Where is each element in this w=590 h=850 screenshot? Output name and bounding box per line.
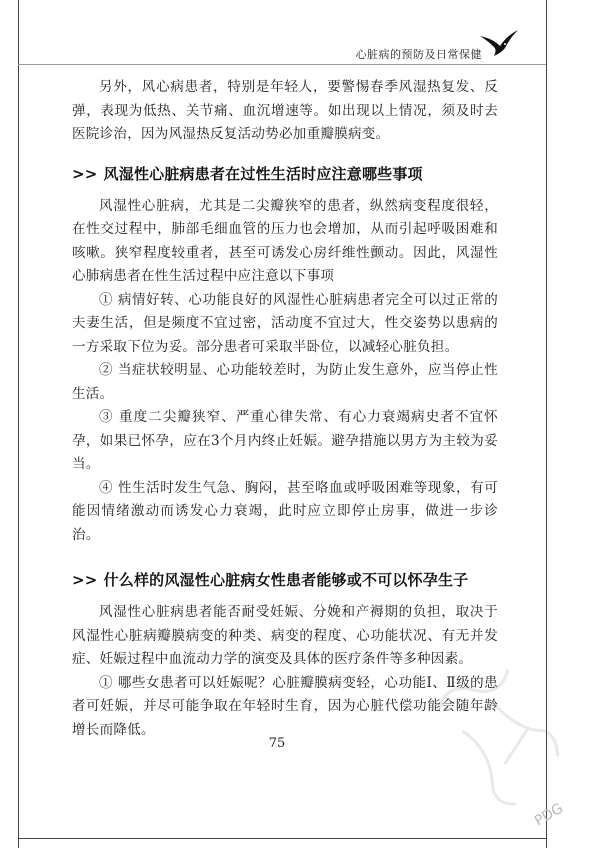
section-2-paragraph: 风湿性心脏病患者能否耐受妊娠、分娩和产褥期的负担，取决于风湿性心脏病瓣膜病变的种类、病变的程度、心功能状况、有无并发症、妊娠过程中血流动力学的演变及具体的医疗条件等多种因素。 — [72, 604, 498, 667]
section-2-item-1: ① 哪些女患者可以妊娠呢？心脏瓣膜病变轻，心功能Ⅰ、Ⅱ级的患者可妊娠，并尽可能争取在年轻时生育，因为心脏代偿功能会随年龄增长而降低。 — [72, 674, 498, 738]
section-1-title: 风湿性心脏病患者在过性生活时应注意哪些事项 — [103, 164, 423, 183]
section-1-item-3: ③ 重度二尖瓣狭窄、严重心律失常、有心力衰竭病史者不宜怀孕，如果已怀孕，应在3个月内终止妊娠。避孕措施以男方为主较为妥当。 — [72, 409, 498, 472]
intro-paragraph: 另外，风心病患者，特别是年轻人，要警惕春季风湿热复发、反弹，表现为低热、关节痛、血沉增速等。如出现以上情况，须及时去医院诊治，因为风湿热反复活动势必加重瓣膜病变。 — [72, 79, 498, 142]
section-2-marker: >> — [72, 571, 98, 589]
section-1-item-2: ② 当症状较明显、心功能较差时，为防止发生意外，应当停止性生活。 — [72, 362, 498, 402]
section-1-marker: >> — [72, 164, 98, 183]
section-1-item-4: ④ 性生活时发生气急、胸闷，甚至咯血或呼吸困难等现象，有可能因情绪激动而诱发心力衰竭，此时应立即停止房事，做进一步诊治。 — [72, 479, 498, 543]
section-1-paragraph: 风湿性心脏病，尤其是二尖瓣狭窄的患者，纵然病变程度很轻，在性交过程中，肺部毛细血管的压力也会增加，从而引起呼吸困难和咳嗽。狭窄程度较重者，甚至可诱发心房纤维性颤动。因此，风湿性心肺病患者在性生活过程中应注意以下事项 — [72, 197, 498, 284]
section-2-heading — [72, 567, 498, 593]
page-body — [72, 76, 498, 742]
page-border-right — [546, 0, 547, 848]
watermark-label: PDG — [532, 800, 567, 830]
swallow-bird-icon — [478, 28, 520, 58]
section-1-item-1: ① 病情好转、心功能良好的风湿性心脏病患者完全可以过正常的夫妻生活，但是频度不宜过密，活动度不宜过大，性交姿势以患病的一方采取下位为妥。部分患者可采取半卧位，以减轻心脏负担。 — [72, 291, 498, 355]
page-border-left — [18, 0, 19, 848]
section-1-heading — [72, 161, 498, 187]
running-header-title: 心脏病的预防及日常保健 — [355, 48, 482, 61]
page-border-bottom — [18, 838, 547, 839]
header-rule — [18, 64, 546, 65]
page-number: 75 — [268, 736, 286, 751]
section-2-title: 什么样的风湿性心脏病女性患者能够或不可以怀孕生子 — [103, 571, 469, 589]
